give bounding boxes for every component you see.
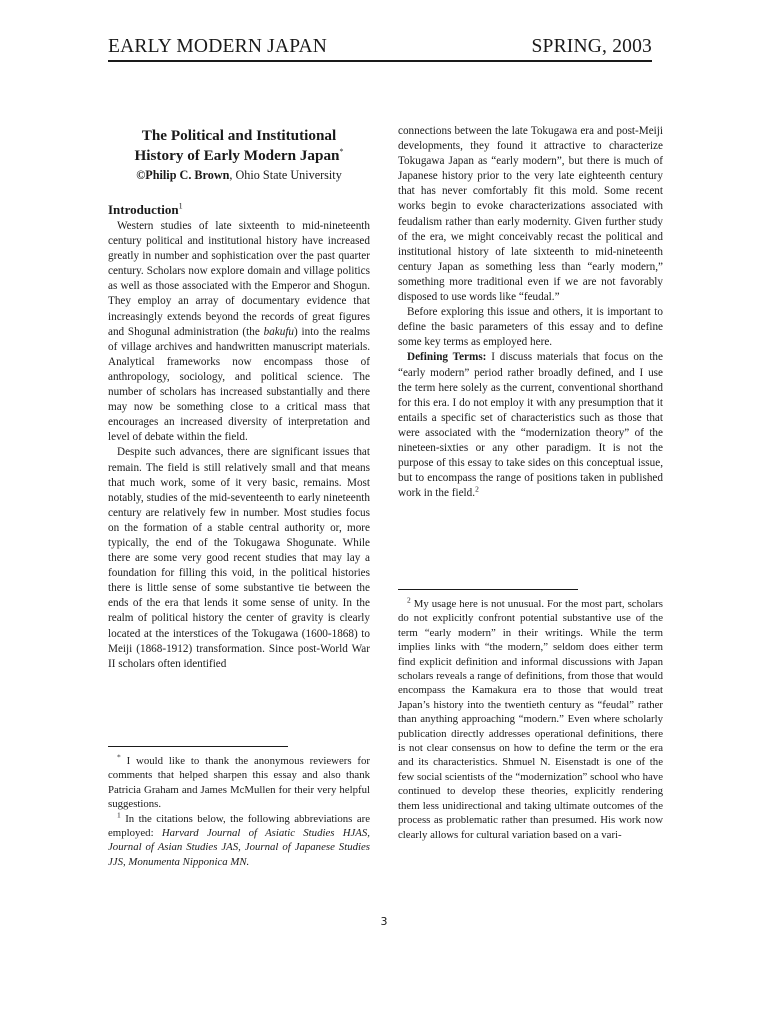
title-line-2: History of Early Modern Japan*: [134, 146, 344, 164]
page-number: 3: [380, 915, 388, 928]
journal-title: EARLY MODERN JAPAN: [108, 36, 328, 57]
italic-term: bakufu: [263, 325, 295, 338]
footnote-1: $^1$ In the citations below, the following abbreviations are employed: Harvard Journal of Asiatic Studies HJAS, Journal of Asian Studies JAS, Journal of Japanese Studies JJS, Monumenta Nipponica MN.: [108, 810, 370, 868]
defining-footnote-mark: 2: [475, 484, 479, 494]
section-heading-introduction: Introduction$^1$: [108, 201, 183, 217]
footnotes-right: [398, 597, 663, 842]
paragraph-continued: connections between the late Tokugawa era and post-Meiji developments, they found it attractive to characterize Tokugawa Japan as “early modern”, but there is much of Japanese history prior to the very late eighteenth century that has never comfortably fit this mold. Some recent works begin to evoke characterizations associated with feudalism rather than early modernity. Given further study of the era, we might conceivably recast the political and institutional history of late sixteenth to mid-nineteenth century Japan as something less than “early modern,” something more traditional even if we are not favorably disposed to use words like “feudal.”: [398, 125, 663, 304]
author-line: [108, 167, 370, 183]
header-rule: [108, 60, 652, 62]
title-line-1: The Political and Institutional: [141, 127, 337, 144]
footnote-star: * I would like to thank the anonymous reviewers for comments that helped sharpen this essay and also thank Patricia Graham and James McMullen for their very helpful suggestions.: [108, 752, 370, 811]
paragraph-before-exploring: Before exploring this issue and others, it is important to define the basic parameters of this essay and to define some key terms as employed here.: [398, 306, 663, 349]
footnote-rule-right: [398, 589, 578, 590]
footnote-2: $^2$ My usage here is not unusual. For the most part, scholars do not explicitly confront potential substantive use of the term “early modern” in their writings. While the term implies links with “the modern,” seldom does either term find explicit definition and informal discussions with Japan scholars reveals a range of definitions, from those that would encompass the Kamakura era to those that would treat Japan’s history into the twentieth century as “feudal” rather than anything approaching “modern.” Even where scholarly publication directly addresses operational definitions, there is not clear consensus on how to define the term or the era and its characteristics. Shmuel N. Eisenstadt is one of the few social scientists of the “modernization” school who have continued to develop these theories, explicitly rendering them less unidirectional and taking ultimate outcomes of the process as problematic rather than presumed. His work now clearly allows for cultural variation based on a vari-: [398, 595, 663, 841]
footnotes-left: [108, 754, 370, 869]
paragraph-defining-terms: Defining Terms: I discuss materials that focus on the “early modern” period rather broadly defined, and I use the term here solely as the current, conventional shorthand for this era. I do not employ it with any presumption that it entails a specific set of characteristics such as those that were associated with the “modernization theory” of the nineteen-sixties or any other paradigm. It is not the purpose of this essay to take sides on this conceptual issue, but to encompass the range of positions taken in published work in the field.$^2$: [398, 351, 663, 500]
paragraph-intro-2: Despite such advances, there are significant issues that remain. The field is still relatively small and that means that much work, some of it very basic, remains. Most notably, studies of the mid-seventeenth to early nineteenth century are relatively few in number. Most studies focus on the formation of a stable central authority or, more typically, the end of the Tokugawa Shogunate. While there are some very good recent studies that may lay a foundation for filling this void, in the political histories there is little sense of some substantive tie between the ends of the era that lends it some sense of unity. In the realm of political history the center of gravity is clearly located at the interstices of the Tokugawa (1600-1868) to Meiji (1868-1912) transformation. Since post-World War II scholars often identified: [108, 446, 370, 670]
running-header: [108, 36, 652, 58]
author-name: ©Philip C. Brown: [136, 168, 230, 182]
footnote-rule-left: [108, 746, 288, 747]
author-affiliation: , Ohio State University: [229, 168, 342, 182]
title-footnote-mark: *: [339, 146, 344, 156]
abbreviation-list: Harvard Journal of Asiatic Studies HJAS, Journal of Asian Studies JAS, Journal of Japanese Studies JJS, Monumenta Nipponica MN.: [108, 827, 370, 868]
left-column: [108, 126, 370, 672]
introduction-footnote-mark: 1: [178, 201, 183, 211]
issue-date: SPRING, 2003: [531, 36, 652, 57]
article-title: [108, 126, 370, 166]
defining-terms-label: Defining Terms:: [407, 351, 487, 364]
right-column: [398, 124, 663, 501]
paragraph-intro-1: Western studies of late sixteenth to mid-nineteenth century political and institutional history have increased greatly in number and sophistication over the past quarter century. Scholars now explore domain and village politics as well as those associated with the Emperor and Shogun. They employ an array of documentary evidence that increasingly extends beyond the records of great figures and Shogunal administration (the bakufu) into the realms of village archives and handwritten manuscript materials. Analytical frameworks now encompass those of anthropology, sociology, and political science. The number of scholars has increased substantially and there may now be something close to a critical mass that encourages an increased diversity of interpretation and level of debate within the field.: [108, 220, 370, 444]
